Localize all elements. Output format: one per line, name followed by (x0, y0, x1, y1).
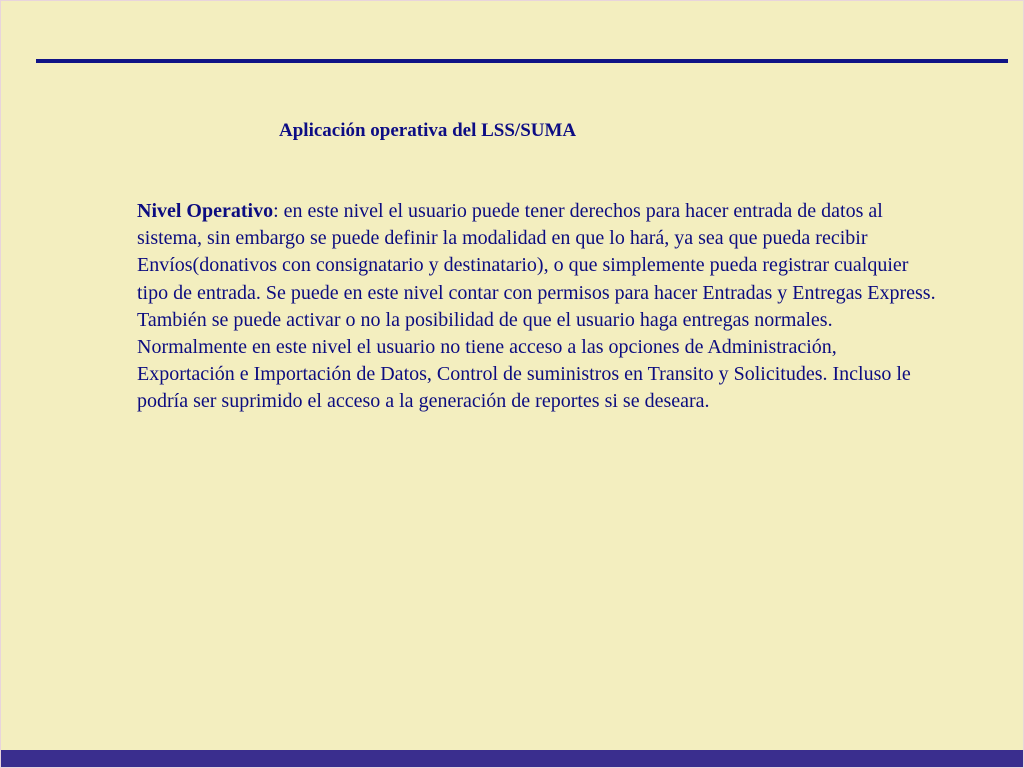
slide-title: Aplicación operativa del LSS/SUMA (279, 120, 577, 141)
body-description: : en este nivel el usuario puede tener derechos para hacer entrada de datos al sistema, sin embargo se puede definir la modalidad en que lo hará, ya sea que pueda recibir Envíos(donativos con consignatario y destinatario), o que simplemente pueda registrar cualquier tipo de entrada. Se puede en este nivel contar con permisos para hacer Entradas y Entregas Express. También se puede activar o no la posibilidad de que el usuario haga entregas normales. Normalmente en este nivel el usuario no tiene acceso a las opciones de Administración, Exportación e Importación de Datos, Control de suministros en Transito y Solicitudes. Incluso le podría ser suprimido el acceso a la generación de reportes si se deseara. (137, 200, 936, 413)
bottom-band (1, 750, 1024, 768)
top-divider-line (36, 59, 1008, 63)
body-paragraph (137, 198, 937, 416)
body-term: Nivel Operativo (137, 200, 274, 222)
